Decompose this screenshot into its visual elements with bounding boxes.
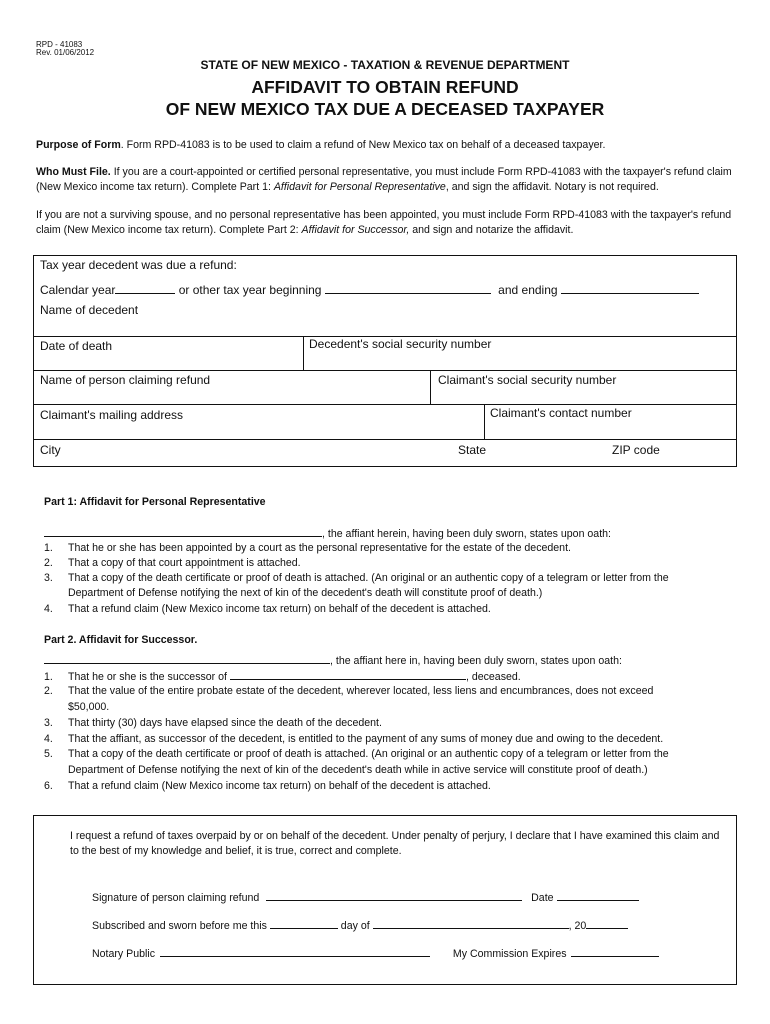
item-number: 2. xyxy=(44,557,53,569)
part2-item xyxy=(44,747,669,762)
and-ending-label: and ending xyxy=(498,283,558,297)
item-text: That a copy of the death certificate or proof of death is attached. (An original or an authentic copy of a telegram or letter from the xyxy=(68,572,669,584)
tax-year-beginning-field[interactable] xyxy=(325,282,491,294)
revision-date: Rev. 01/06/2012 xyxy=(36,48,95,57)
part2-item2-continuation: $50,000. xyxy=(68,701,110,713)
zip-code-field[interactable] xyxy=(666,441,732,463)
notary-row xyxy=(92,945,659,960)
part2-oath-text: , the affiant here in, having been duly sworn, states upon oath: xyxy=(330,655,622,667)
year-field[interactable] xyxy=(586,917,628,929)
mailing-address-field[interactable] xyxy=(34,422,481,438)
part2-item xyxy=(44,732,663,747)
part1-item3-continuation: Department of Defense notifying the next of kin of the decedent's death will constitute proof of death.) xyxy=(68,587,543,599)
part1-item xyxy=(44,556,301,571)
successor-text: If you are not a surviving spouse, and no personal representative has been appointed, you must include Form RPD-41083 with the taxpayer's refund claim (New Mexico income tax return). Complete Part 2: xyxy=(36,209,732,236)
part2-item xyxy=(44,716,382,731)
purpose-text: . Form RPD-41083 is to be used to claim a refund of New Mexico tax on behalf of a deceased taxpayer. xyxy=(120,139,606,151)
page-title-line1: AFFIDAVIT TO OBTAIN REFUND xyxy=(251,77,519,97)
part2-reference: Affidavit for Successor, xyxy=(301,224,410,236)
commission-expires-field[interactable] xyxy=(571,945,659,957)
part2-item5-continuation: Department of Defense notifying the next of kin of the decedent's death while in active service will constitute proof of death.) xyxy=(68,764,648,776)
tax-year-row xyxy=(40,282,699,297)
decedent-ssn-label: Decedent's social security number xyxy=(309,337,492,351)
contact-number-field[interactable] xyxy=(486,421,732,437)
claimant-ssn-label: Claimant's social security number xyxy=(438,373,617,387)
who-must-file-text: If you are a court-appointed or certified personal representative, you must include Form RPD-41083 with the taxpayer's refund claim (New Mexico income tax return). Complete Part 1: xyxy=(36,166,732,193)
item-number: 4. xyxy=(44,603,53,615)
decedent-ssn-field[interactable] xyxy=(305,352,733,368)
item-text: That he or she has been appointed by a court as the personal representative for the estate of the decedent. xyxy=(68,542,571,554)
successor-text-end: and sign and notarize the affidavit. xyxy=(409,224,574,236)
mailing-address-label: Claimant's mailing address xyxy=(40,408,184,422)
item-number: 2. xyxy=(44,685,53,697)
tax-year-ending-field[interactable] xyxy=(561,282,699,294)
part1-item xyxy=(44,541,571,556)
signature-label: Signature of person claiming refund xyxy=(92,892,260,904)
divider xyxy=(430,370,431,404)
year-prefix: , 20 xyxy=(568,920,587,932)
item-number: 1. xyxy=(44,671,53,683)
item-number: 5. xyxy=(44,748,53,760)
declaration-text: I request a refund of taxes overpaid by or on behalf of the decedent. Under penalty of perjury, I declare that I have examined this claim and to the best of my knowledge and belief, it is true, correct and complete. xyxy=(70,830,720,857)
item-text: That a refund claim (New Mexico income tax return) on behalf of the decedent is attached. xyxy=(68,780,491,792)
item-text: That the affiant, as successor of the decedent, is entitled to the payment of any sums of money due and owing to the decedent. xyxy=(68,733,664,745)
item-text: That thirty (30) days have elapsed since the death of the decedent. xyxy=(68,717,382,729)
name-of-decedent-field[interactable] xyxy=(140,300,730,330)
signature-field[interactable] xyxy=(266,889,522,901)
part2-heading: Part 2. Affidavit for Successor. xyxy=(44,634,198,646)
item-number: 1. xyxy=(44,542,53,554)
city-label: City xyxy=(40,443,61,457)
item-number: 3. xyxy=(44,572,53,584)
item1-prefix: That he or she is the successor of xyxy=(68,671,227,683)
name-of-decedent-label: Name of decedent xyxy=(40,303,139,317)
part2-item xyxy=(44,779,491,794)
item-number: 3. xyxy=(44,717,53,729)
item-number: 4. xyxy=(44,733,53,745)
calendar-year-label: Calendar year xyxy=(40,283,116,297)
subscribed-label: Subscribed and sworn before me this xyxy=(92,920,267,932)
notary-signature-field[interactable] xyxy=(160,945,430,957)
item-text: That a refund claim (New Mexico income tax return) on behalf of the decedent is attached. xyxy=(68,603,491,615)
item-text: That the value of the entire probate estate of the decedent, wherever located, less liens and encumbrances, does not exceed xyxy=(68,685,654,697)
claimant-name-label: Name of person claiming refund xyxy=(40,373,211,387)
page-title-line2: OF NEW MEXICO TAX DUE A DECEASED TAXPAYER xyxy=(165,99,605,119)
department-heading: STATE OF NEW MEXICO - TAXATION & REVENUE DEPARTMENT xyxy=(200,58,570,72)
part1-affiant-name-field[interactable] xyxy=(44,525,322,537)
successor-of-field[interactable] xyxy=(230,668,466,680)
contact-number-label: Claimant's contact number xyxy=(490,406,632,420)
claimant-name-field[interactable] xyxy=(34,387,427,403)
day-of-label: day of xyxy=(340,920,370,932)
state-field[interactable] xyxy=(492,441,602,463)
part1-reference: Affidavit for Personal Representative xyxy=(273,181,446,193)
date-of-death-field[interactable] xyxy=(34,352,300,368)
part1-oath-line xyxy=(44,525,611,542)
city-field[interactable] xyxy=(70,441,440,463)
zip-code-label: ZIP code xyxy=(612,443,660,457)
item-text: That a copy of that court appointment is attached. xyxy=(68,557,301,569)
month-field[interactable] xyxy=(373,917,569,929)
purpose-paragraph xyxy=(36,138,736,153)
part1-heading: Part 1: Affidavit for Personal Representative xyxy=(44,496,266,508)
notary-label: Notary Public xyxy=(92,948,155,960)
date-of-death-label: Date of death xyxy=(40,339,113,353)
divider xyxy=(33,404,737,405)
claimant-ssn-field[interactable] xyxy=(432,387,732,403)
divider xyxy=(33,439,737,440)
who-must-file-text-end: , and sign the affidavit. Notary is not required. xyxy=(445,181,659,193)
part1-oath-text: , the affiant herein, having been duly sworn, states upon oath: xyxy=(322,528,611,540)
part2-item xyxy=(44,668,521,685)
calendar-year-field[interactable] xyxy=(115,282,175,294)
other-tax-year-label: or other tax year beginning xyxy=(178,283,322,297)
part1-item xyxy=(44,602,491,617)
tax-year-label: Tax year decedent was due a refund: xyxy=(40,258,237,272)
part1-item xyxy=(44,571,669,586)
item1-suffix: , deceased. xyxy=(465,671,521,683)
who-must-file-paragraph xyxy=(36,165,736,195)
item-text: That a copy of the death certificate or proof of death is attached. (An original or an authentic copy of a telegram or letter from the xyxy=(68,748,669,760)
divider xyxy=(33,370,737,371)
part2-item xyxy=(44,684,653,699)
state-label: State xyxy=(458,443,487,457)
signature-date-field[interactable] xyxy=(557,889,639,901)
successor-paragraph xyxy=(36,208,736,238)
form-number: RPD - 41083 xyxy=(36,40,83,49)
date-label: Date xyxy=(531,892,554,904)
commission-label: My Commission Expires xyxy=(452,948,567,960)
subscribed-row xyxy=(92,917,628,932)
part2-oath-line xyxy=(44,652,622,669)
part2-affiant-name-field[interactable] xyxy=(44,652,330,664)
who-must-file-label: Who Must File. xyxy=(36,166,111,178)
day-field[interactable] xyxy=(270,917,338,929)
signature-row xyxy=(92,889,639,904)
divider xyxy=(303,336,304,370)
divider xyxy=(484,404,485,439)
item-number: 6. xyxy=(44,780,53,792)
purpose-label: Purpose of Form xyxy=(36,139,121,151)
